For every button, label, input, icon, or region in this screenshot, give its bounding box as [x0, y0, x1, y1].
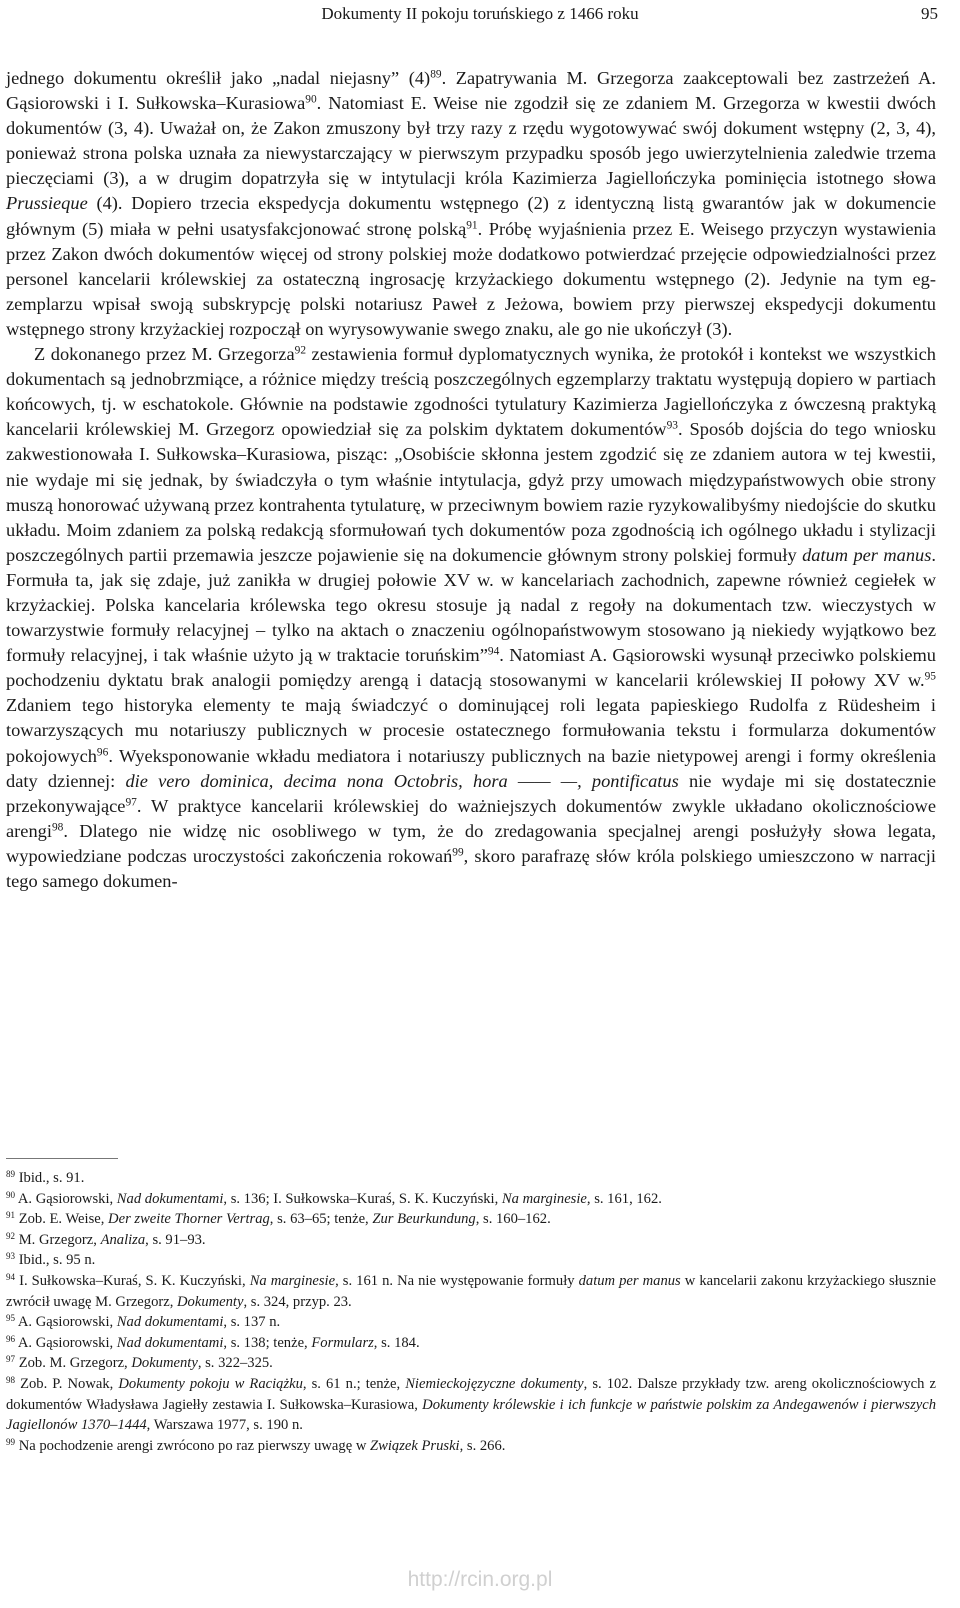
footnote-separator — [6, 1158, 118, 1159]
footnote-text: Zob. M. Grzegorz, — [15, 1355, 132, 1372]
footnote-89 — [6, 1168, 936, 1189]
footnote-91 — [6, 1209, 936, 1230]
footnote-text: I. Sułkowska–Kuraś, S. K. Kuczyński, — [15, 1272, 250, 1289]
footnote-text: , s. 61 n.; tenże, — [302, 1375, 406, 1392]
footnote-italic-text: Niemieckojęzyczne dokumenty — [405, 1375, 584, 1392]
paragraph-footnote-ref: 89 — [430, 68, 442, 81]
running-header — [0, 2, 960, 26]
footnote-text: , s. 324, przyp. 23. — [243, 1293, 352, 1310]
footnote-text: , s. 136; I. Sułkowska–Kuraś, S. K. Kuczyński, — [223, 1190, 502, 1207]
footnote-footnote-ref: 92 — [6, 1230, 16, 1241]
paragraph-text: zestawienia formuł dyplomatycznych wynika, że protokół i kontekst we wszystkich dokumentach są jednobrzmiące, a różnice między treścią poszczególnych egzemplarzy traktatu występują dopiero w partiach końcowych, tj. w eschatokole. Głównie na podstawie zgodności tytulatury Kazimierza Jagiellończyka z ówczesną praktyką kancelarii królewskiej M. Grzegorz opowiedział się za polskim dyktatem dokumentów — [6, 344, 936, 440]
paragraph-text: , skoro parafrazę słów króla polskiego umieszczono w narracji tego samego dokumen- — [6, 845, 936, 891]
footnote-italic-text: Dokumenty — [131, 1355, 198, 1372]
paragraph-text: . Sposób dojścia do tego wniosku zakwestionowała I. Sułkowska–Kurasiowa, pisząc: „Osobiście skłonna jestem zgodzić się ze zdaniem autora w tej kwestii, nie wydaje mi się jednak, by świadczyła o tym właśnie intytulacja, gdyż przy umowach międzypaństwowych obie strony muszą honorować używaną przez kontrahenta tytulaturę, w przeciwnym bowiem razie ryzykowalibyśmy niedojście do skutku układu. Moim zdaniem za polską redakcją sformułowań tych dokumentów poza zgodnością ich ogólnego układu i stylizacji poszczególnych partii przemawia jeszcze pojawienie się na dokumencie głównym strony polskiej formuły — [6, 419, 936, 565]
footnote-text: , s. 266. — [459, 1437, 506, 1454]
footnote-text: , Warszawa 1977, s. 190 n. — [146, 1417, 303, 1434]
footnote-text: , s. 184. — [373, 1334, 420, 1351]
footnote-99 — [6, 1436, 936, 1457]
footnote-text: A. Gąsiorowski, — [15, 1190, 117, 1207]
paragraph-2 — [6, 342, 936, 894]
paragraph-footnote-ref: 91 — [466, 219, 478, 232]
paragraph-footnote-ref: 94 — [487, 645, 500, 658]
footnote-text: A. Gąsiorowski, — [15, 1334, 117, 1351]
footnote-text: w kancelarii zakonu krzyżackiego słusznie zwrócił uwagę M. Grzegorz, — [6, 1272, 936, 1310]
footnote-footnote-ref: 90 — [6, 1189, 16, 1200]
paragraph-italic-text: die vero dominica, decima nona Octobris, hora —— —, pontificatus — [125, 770, 679, 791]
footnote-text: Na pochodzenie arengi zwrócono po raz pierwszy uwagę w — [15, 1437, 371, 1454]
footnote-italic-text: Analiza — [100, 1231, 146, 1248]
footnote-text: Ibid., s. 95 n. — [15, 1252, 96, 1269]
paragraph-text: . Próbę wyjaśnienia przez E. Weisego przyczyn wystawienia przez Zakon dwóch dokumentów więcej od strony polskiej może dodatkowo potwierdzać przejęcie odpowiedzialności przez personel kancelarii królewskiej za ostateczną ingrosację krzyżackiego dokumentu wstępnego (2). Jedynie na tym egzemplarzu wpisał swoją subskrypcję polski notariusz Paweł z Jeżowa, bowiem przy pierwszej ekspedycji dokumentu wstępnego strony krzyżackiej rozpoczął on wyrysowywanie swego znaku, ale go nie ukończył (3). — [6, 218, 936, 339]
paragraph-footnote-ref: 90 — [305, 93, 317, 106]
paragraph-text: . Wyeksponowanie wkładu mediatora i notariuszy publicznych na bazie nietypowej arengi i formy określenia daty dziennej: — [6, 745, 936, 791]
footnotes — [6, 1168, 936, 1456]
footnote-italic-text: Nad dokumentami — [116, 1314, 224, 1331]
footnote-text: , s. 161 n. Na nie występowanie formuły — [335, 1272, 579, 1289]
footnote-text: A. Gąsiorowski, — [15, 1314, 117, 1331]
footnote-italic-text: Dokumenty pokoju w Raciążku — [118, 1375, 303, 1392]
footnote-italic-text: Związek Pruski — [370, 1437, 460, 1454]
paragraph-text: Zdaniem tego historyka elementy te mają świadczyć o dominującej roli legata papieskiego Rudolfa z Rüdesheim i towarzyszących mu notariuszy publicznych w procesie ostatecznego formułowania tekstu i formularza dokumentów pokojowych — [6, 695, 936, 766]
footnote-footnote-ref: 91 — [6, 1210, 16, 1221]
paragraph-text: Z dokonanego przez M. Grzegorza — [34, 344, 295, 365]
footnote-footnote-ref: 89 — [6, 1169, 16, 1180]
watermark-url: http://rcin.org.pl — [407, 1568, 553, 1591]
footnote-text: , s. 138; tenże, — [223, 1334, 312, 1351]
paragraph-1 — [6, 66, 936, 342]
footnote-93 — [6, 1250, 936, 1271]
footnote-text: , s. 137 n. — [223, 1314, 281, 1331]
footnote-98 — [6, 1374, 936, 1436]
footnote-text: Zob. E. Weise, — [15, 1211, 109, 1228]
paragraph-footnote-ref: 93 — [666, 420, 678, 433]
running-title: Dokumenty II pokoju toruńskiego z 1466 roku — [321, 4, 639, 23]
paragraph-footnote-ref: 92 — [294, 344, 307, 357]
footnote-text: , s. 161, 162. — [586, 1190, 662, 1207]
paragraph-text: jednego dokumentu określił jako „nadal niejasny” (4) — [6, 68, 431, 88]
paragraph-text: . Natomiast E. Weise nie zgodził się ze zdaniem M. Grzegorza w kwestii dwóch dokumentów (3, 4). Uważał on, że Zakon zmuszony był trzy razy z rzędu wygotowywać swój dokument wstępny (2, 3, 4), ponieważ strona polska uznała za niewystarczający w pierwszym przypadku sposób jego uwierzytelnienia zaledwie trzema pieczęciami (3), a w drugim dopatrzyła się w intytulacji króla Kazimierza Jagiellończyka pominięcia istotnego słowa — [6, 93, 936, 189]
paragraph-text: . W praktyce kancelarii królewskiej do ważniejszych dokumentów zwykle układano okolicznościowe arengi — [6, 795, 936, 841]
page-number: 95 — [921, 4, 938, 23]
footnote-footnote-ref: 98 — [6, 1374, 16, 1385]
footnote-italic-text: Na marginesie — [249, 1272, 336, 1289]
footnote-italic-text: Na marginesie — [501, 1190, 587, 1207]
paragraph-text: . Natomiast A. Gąsiorowski wysunął przeciwko polskiemu pochodzeniu dyktatu brak analogii pomiędzy arengą i datacją stosowanymi w kancelarii królewskiej II połowy XV w. — [6, 645, 937, 691]
footnote-footnote-ref: 93 — [6, 1251, 16, 1262]
footnote-text: , s. 160–162. — [475, 1211, 551, 1228]
paragraph-text: (4). Dopiero trzecia ekspedycja dokumentu wstępnego (2) z identyczną listą gwarantów jak w dokumencie głównym (5) miała w pełni usatysfakcjonować stronę polską — [6, 193, 936, 239]
footnote-italic-text: Der zweite Thorner Vertrag — [108, 1211, 270, 1228]
footnote-italic-text: Zur Beurkundung — [372, 1211, 476, 1228]
footnote-text: Zob. P. Nowak, — [15, 1375, 119, 1392]
footnote-94 — [6, 1271, 936, 1312]
paragraph-text: . Dlatego nie widzę nic osobliwego w tym, że do zredagowania specjalnej arengi posłużyły słowa legata, wypowiedziane podczas uroczystości zakończenia rokowań — [6, 820, 936, 866]
footnote-italic-text: Nad dokumentami — [116, 1334, 224, 1351]
footnote-text: , s. 63–65; tenże, — [269, 1211, 373, 1228]
paragraph-footnote-ref: 99 — [452, 846, 464, 859]
footnote-text: Ibid., s. 91. — [15, 1170, 85, 1186]
footnote-text: M. Grzegorz, — [15, 1231, 101, 1248]
footnote-92 — [6, 1230, 936, 1251]
body-text — [6, 66, 936, 894]
footnote-text: , s. 91–93. — [145, 1231, 206, 1248]
paragraph-footnote-ref: 96 — [96, 746, 109, 759]
footnote-footnote-ref: 96 — [6, 1333, 16, 1344]
footnote-97 — [6, 1353, 936, 1374]
footnote-footnote-ref: 97 — [6, 1354, 16, 1365]
footnote-96 — [6, 1333, 936, 1354]
paragraph-text: . Formuła ta, jak się zdaje, już zanikła w drugiej połowie XV w. w kancelariach zachodnich, zapewne również cegiełek w krzyżackiej. Polska kancelaria królewska tego okresu stosuje ją nadal z regoły na dokumentach tzw. wieczystych w towarzystwie formuły relacyjnej – tylko na aktach o znaczeniu ogólnopaństwowym stosowano ją niekiedy wyjątkowo bez formuły relacyjnej, i tak właśnie użyto ją w traktacie toruńskim” — [6, 544, 936, 666]
footnote-text: , s. 102. Dalsze przykłady tzw. areng okolicznościowych z dokumentów Władysława Jagiełły zestawia I. Sułkowska–Kurasiowa, — [6, 1375, 936, 1413]
footnote-footnote-ref: 99 — [6, 1436, 16, 1447]
paragraph-text: nie wydaje mi się dostatecznie przekonywające — [6, 770, 936, 816]
footnote-95 — [6, 1312, 936, 1333]
paragraph-footnote-ref: 98 — [51, 821, 64, 834]
footnote-italic-text: Formularz — [311, 1334, 374, 1351]
paragraph-text: . Zapatrywania M. Grzegorza zaakceptowali bez zastrzeżeń A. Gąsiorowski i I. Sułkowska–Kurasiowa — [6, 68, 936, 114]
footnote-text: , s. 322–325. — [197, 1355, 273, 1372]
paragraph-italic-text: datum per manus — [802, 544, 932, 565]
footnote-footnote-ref: 95 — [6, 1313, 16, 1324]
footnote-footnote-ref: 94 — [6, 1272, 16, 1282]
paragraph-footnote-ref: 97 — [125, 796, 137, 809]
paragraph-italic-text: Prussieque — [6, 193, 88, 214]
footnote-90 — [6, 1189, 936, 1210]
footnote-italic-text: datum per manus — [578, 1272, 681, 1289]
footnote-italic-text: Dokumenty — [177, 1293, 244, 1310]
footnote-italic-text: Dokumenty królewskie i ich funkcje w państwie polskim za Andegawenów i pierwszych Jagiellonów 1370–1444 — [6, 1396, 936, 1434]
footnote-italic-text: Nad dokumentami — [116, 1190, 224, 1207]
paragraph-footnote-ref: 95 — [924, 670, 936, 683]
